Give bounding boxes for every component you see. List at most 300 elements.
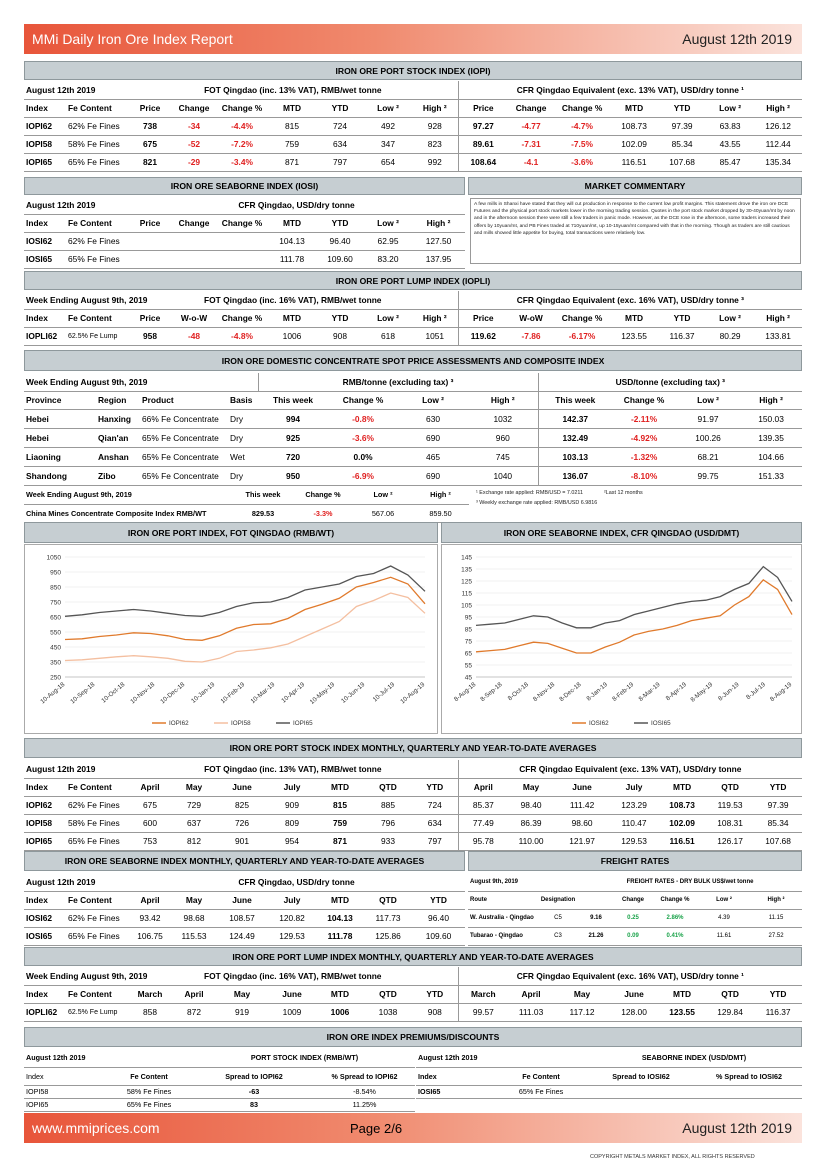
- x-tick-label: 8-Jun-19: [717, 681, 741, 703]
- table-cell: IOSI65: [24, 927, 66, 945]
- table-cell: -7.2%: [216, 135, 268, 153]
- column-header: Designation: [538, 891, 578, 909]
- table-row: [24, 1098, 415, 1111]
- table-cell: 104.66: [740, 447, 802, 466]
- table-row: [24, 1085, 415, 1098]
- table-cell: 1006: [268, 327, 316, 345]
- table-cell: 116.37: [658, 327, 706, 345]
- table-date: August 9th, 2019: [468, 873, 578, 891]
- table-date: Week Ending August 9th, 2019: [24, 291, 128, 309]
- table-cell: 992: [412, 153, 458, 171]
- table-cell: 492: [364, 117, 412, 135]
- table-cell: IOSI65: [416, 1085, 496, 1098]
- table-row: [24, 927, 465, 945]
- table-row: [24, 985, 802, 1003]
- column-header: Change %: [612, 391, 676, 409]
- table-cell: 96.40: [316, 232, 364, 250]
- table-cell: 62% Fe Fines: [66, 117, 128, 135]
- table-cell: 132.49: [538, 428, 612, 447]
- column-header: Fe Content: [66, 99, 128, 117]
- table-cell: IOSI65: [24, 250, 66, 268]
- table-cell: Hebei: [24, 428, 96, 447]
- iosi-avg-title: IRON ORE SEABORNE INDEX MONTHLY, QUARTERLY AND YEAR-TO-DATE AVERAGES: [24, 851, 465, 871]
- iopli-avg-table: [24, 967, 802, 1022]
- table-cell: 958: [128, 327, 172, 345]
- column-header: Price: [128, 99, 172, 117]
- column-header: W-o-W: [172, 309, 216, 327]
- column-header: April: [172, 985, 216, 1003]
- table-cell: 107.68: [658, 153, 706, 171]
- table-cell: -63: [194, 1085, 314, 1098]
- table-date: Week Ending August 9th, 2019: [24, 373, 228, 391]
- x-tick-label: 10-Oct-18: [100, 681, 127, 705]
- freight-title: FREIGHT RATES: [468, 851, 802, 871]
- column-header: High ²: [412, 486, 469, 504]
- column-header: MTD: [316, 891, 364, 909]
- legend-label: IOPI65: [293, 720, 313, 727]
- series-line-iopi58: [65, 593, 425, 662]
- table-date: August 12th 2019: [24, 760, 128, 778]
- column-header: Change %: [216, 99, 268, 117]
- table-cell: 98.40: [508, 796, 554, 814]
- column-header: Index: [24, 309, 66, 327]
- table-cell: 125.86: [364, 927, 412, 945]
- column-header: June: [554, 778, 610, 796]
- table-cell: 919: [216, 1003, 268, 1021]
- x-tick-label: 8-Sep-18: [479, 681, 504, 704]
- table-date: August 12th 2019: [24, 1049, 104, 1067]
- y-tick-label: 55: [464, 662, 472, 670]
- table-cell: 62% Fe Fines: [66, 909, 128, 927]
- table-cell: 102.09: [658, 814, 706, 832]
- composite-label: China Mines Concentrate Composite Index RMB/WT: [24, 504, 234, 522]
- table-cell: 823: [412, 135, 458, 153]
- table-row: [24, 99, 802, 117]
- table-cell: -3.4%: [216, 153, 268, 171]
- column-header: Price: [458, 99, 508, 117]
- column-header: Low ²: [364, 309, 412, 327]
- table-cell: 97.39: [658, 117, 706, 135]
- column-header: YTD: [658, 99, 706, 117]
- table-cell: 123.55: [610, 327, 658, 345]
- column-header: May: [172, 891, 216, 909]
- column-header: This week: [258, 391, 328, 409]
- table-cell: 675: [128, 135, 172, 153]
- column-header: Low ²: [706, 309, 754, 327]
- table-cell: 347: [364, 135, 412, 153]
- composite-table: [24, 486, 469, 523]
- column-header: QTD: [706, 985, 754, 1003]
- note-exchange: ¹ Exchange rate applied: RMB/USD = 7.0211: [476, 490, 584, 496]
- legend-label: IOSI65: [651, 720, 671, 727]
- table-cell: 99.75: [676, 466, 740, 485]
- table-cell: 99.57: [458, 1003, 508, 1021]
- table-cell: 104.13: [268, 232, 316, 250]
- column-header: Product: [140, 391, 228, 409]
- table-cell: 139.35: [740, 428, 802, 447]
- table-cell: Qian'an: [96, 428, 140, 447]
- column-header: Low ²: [698, 891, 750, 909]
- table-cell: 85.37: [458, 796, 508, 814]
- table-cell: 65% Fe Fines: [66, 153, 128, 171]
- column-header: April: [508, 985, 554, 1003]
- column-header: Index: [24, 985, 66, 1003]
- column-header: Fe Content: [104, 1067, 194, 1085]
- x-tick-label: 10-Nov-18: [129, 681, 157, 706]
- column-header: Low ²: [706, 99, 754, 117]
- table-cell: IOPI58: [24, 1085, 104, 1098]
- table-row: [416, 1085, 802, 1098]
- table-row: [24, 778, 802, 796]
- table-row: [24, 135, 802, 153]
- table-cell: 825: [216, 796, 268, 814]
- table-cell: 124.49: [216, 927, 268, 945]
- table-cell: 11.61: [698, 927, 750, 945]
- column-header: % Spread to IOSI62: [696, 1067, 802, 1085]
- x-tick-label: 8-Apr-19: [664, 681, 688, 703]
- report-title: MMi Daily Iron Ore Index Report: [32, 31, 233, 47]
- column-header: Index: [24, 99, 66, 117]
- column-header: July: [268, 891, 316, 909]
- table-cell: 815: [316, 796, 364, 814]
- table-cell: C5: [538, 909, 578, 927]
- table-cell: Tubarao - Qingdao: [468, 927, 538, 945]
- table-row: [24, 796, 802, 814]
- table-cell: 129.53: [268, 927, 316, 945]
- table-cell: -4.77: [508, 117, 554, 135]
- column-header: Change %: [216, 309, 268, 327]
- table-cell: IOPLI62: [24, 1003, 66, 1021]
- y-tick-label: 750: [50, 599, 61, 607]
- table-cell: 797: [412, 832, 458, 850]
- column-header: Index: [416, 1067, 496, 1085]
- table-cell: 759: [316, 814, 364, 832]
- column-header: MTD: [316, 778, 364, 796]
- table-cell: 1051: [412, 327, 458, 345]
- seaborne-premiums-table: [416, 1049, 802, 1099]
- table-cell: Zibo: [96, 466, 140, 485]
- table-cell: 908: [412, 1003, 458, 1021]
- table-cell: -3.3%: [292, 504, 354, 522]
- table-cell: 110.00: [508, 832, 554, 850]
- table-cell: 11.25%: [314, 1098, 415, 1111]
- column-header: MTD: [316, 985, 364, 1003]
- blank: [496, 1049, 586, 1067]
- table-cell: 4.39: [698, 909, 750, 927]
- column-header: High ²: [754, 309, 802, 327]
- port-premiums-table: [24, 1049, 415, 1112]
- table-cell: 908: [316, 327, 364, 345]
- table-cell: 745: [468, 447, 538, 466]
- table-cell: 121.97: [554, 832, 610, 850]
- rmb-title: RMB/tonne (excluding tax) ³: [258, 373, 538, 391]
- iosi-avg-table: [24, 873, 465, 946]
- table-cell: 102.09: [610, 135, 658, 153]
- y-tick-label: 1050: [46, 554, 61, 562]
- table-cell: 112.44: [754, 135, 802, 153]
- table-cell: 117.12: [554, 1003, 610, 1021]
- y-tick-label: 850: [50, 584, 61, 592]
- column-header: YTD: [316, 309, 364, 327]
- table-cell: 111.78: [316, 927, 364, 945]
- table-date: August 12th 2019: [416, 1049, 496, 1067]
- table-cell: 753: [128, 832, 172, 850]
- table-row: [24, 428, 802, 447]
- table-row: [24, 1003, 802, 1021]
- table-cell: Hebei: [24, 409, 96, 428]
- table-cell: 136.07: [538, 466, 612, 485]
- table-cell: 885: [364, 796, 412, 814]
- table-cell: 97.39: [754, 796, 802, 814]
- x-tick-label: 10-Sep-18: [69, 681, 97, 706]
- x-tick-label: 10-Aug-18: [39, 681, 67, 706]
- table-cell: IOPI65: [24, 153, 66, 171]
- table-cell: 115.53: [172, 927, 216, 945]
- table-cell: 129.53: [610, 832, 658, 850]
- table-cell: 108.73: [658, 796, 706, 814]
- x-tick-label: 8-Mar-19: [637, 681, 662, 703]
- table-cell: 58% Fe Fines: [104, 1085, 194, 1098]
- table-cell: -4.92%: [612, 428, 676, 447]
- table-cell: 104.13: [316, 909, 364, 927]
- cfr-title: CFR Qingdao Equivalent (exc. 13% VAT), USD/dry tonne ¹: [458, 81, 802, 99]
- table-cell: 108.57: [216, 909, 268, 927]
- table-row: [24, 832, 802, 850]
- table-cell: 65% Fe Fines: [104, 1098, 194, 1111]
- column-header: % Spread to IOPI62: [314, 1067, 415, 1085]
- table-row: [24, 373, 802, 391]
- table-date: Week Ending August 9th, 2019: [24, 486, 234, 504]
- column-header: May: [554, 985, 610, 1003]
- table-cell: 950: [258, 466, 328, 485]
- x-tick-label: 10-Apr-19: [280, 681, 307, 705]
- column-header: June: [216, 778, 268, 796]
- table-cell: 116.51: [610, 153, 658, 171]
- table-cell: 630: [398, 409, 468, 428]
- column-header: Change %: [554, 309, 610, 327]
- column-header: Fe Content: [496, 1067, 586, 1085]
- table-cell: 62.5% Fe Lump: [66, 327, 128, 345]
- y-tick-label: 550: [50, 629, 61, 637]
- table-cell: 994: [258, 409, 328, 428]
- table-cell: [586, 1085, 696, 1098]
- table-cell: 117.73: [364, 909, 412, 927]
- table-cell: -3.6%: [328, 428, 398, 447]
- table-cell: -6.17%: [554, 327, 610, 345]
- column-header: QTD: [706, 778, 754, 796]
- table-row: [468, 891, 802, 909]
- table-cell: 127.50: [412, 232, 465, 250]
- table-cell: 128.00: [610, 1003, 658, 1021]
- column-header: Region: [96, 391, 140, 409]
- column-header: Change: [172, 214, 216, 232]
- x-tick-label: 10-Dec-18: [159, 681, 187, 706]
- table-cell: 1009: [268, 1003, 316, 1021]
- column-header: Change: [508, 99, 554, 117]
- table-row: [24, 447, 802, 466]
- column-header: Spread to IOPI62: [194, 1067, 314, 1085]
- table-cell: 27.52: [750, 927, 802, 945]
- table-cell: -0.8%: [328, 409, 398, 428]
- y-tick-label: 65: [464, 650, 472, 658]
- table-cell: 909: [268, 796, 316, 814]
- table-cell: 729: [172, 796, 216, 814]
- fot-title: FOT Qingdao (inc. 16% VAT), RMB/wet tonne: [128, 967, 458, 985]
- table-cell: -8.10%: [612, 466, 676, 485]
- table-row: [24, 232, 465, 250]
- table-date: Week Ending August 9th, 2019: [24, 967, 128, 985]
- table-cell: 116.51: [658, 832, 706, 850]
- port-title: PORT STOCK INDEX (RMB/WT): [194, 1049, 415, 1067]
- blank: [104, 1049, 194, 1067]
- column-header: Price: [128, 214, 172, 232]
- column-header: MTD: [268, 309, 316, 327]
- table-cell: Hanxing: [96, 409, 140, 428]
- column-header: Change %: [328, 391, 398, 409]
- freight-table: [468, 873, 802, 946]
- table-cell: Wet: [228, 447, 258, 466]
- column-header: June: [268, 985, 316, 1003]
- column-header: Low ²: [364, 214, 412, 232]
- table-cell: 65% Fe Fines: [496, 1085, 586, 1098]
- table-row: [24, 814, 802, 832]
- port-index-chart: [24, 544, 438, 734]
- table-cell: W. Australia - Qingdao: [468, 909, 538, 927]
- column-header: Index: [24, 214, 66, 232]
- table-cell: 85.47: [706, 153, 754, 171]
- table-cell: 954: [268, 832, 316, 850]
- column-header: Fe Content: [66, 985, 128, 1003]
- table-cell: 0.0%: [328, 447, 398, 466]
- table-row: [24, 1049, 415, 1067]
- website-link[interactable]: www.mmiprices.com: [32, 1120, 160, 1136]
- table-row: [24, 196, 465, 214]
- cfr-title: CFR Qingdao, USD/dry tonne: [128, 196, 465, 214]
- x-tick-label: 10-May-19: [308, 681, 337, 706]
- y-tick-label: 350: [50, 659, 61, 667]
- table-cell: -1.32%: [612, 447, 676, 466]
- table-cell: 0.41%: [652, 927, 698, 945]
- table-cell: 567.06: [354, 504, 412, 522]
- table-cell: 809: [268, 814, 316, 832]
- table-cell: 89.61: [458, 135, 508, 153]
- column-header: YTD: [754, 985, 802, 1003]
- column-header: Index: [24, 778, 66, 796]
- column-header: May: [216, 985, 268, 1003]
- page-footer: [24, 1113, 802, 1143]
- table-cell: 65% Fe Concentrate: [140, 466, 228, 485]
- column-header: High ²: [412, 309, 458, 327]
- table-cell: 108.73: [610, 117, 658, 135]
- sea-title: SEABORNE INDEX (USD/DMT): [586, 1049, 802, 1067]
- table-cell: 111.03: [508, 1003, 554, 1021]
- table-cell: IOPI65: [24, 832, 66, 850]
- x-tick-label: 8-Nov-18: [531, 681, 557, 704]
- table-cell: IOPI62: [24, 117, 66, 135]
- column-header: QTD: [364, 985, 412, 1003]
- column-header: MTD: [268, 214, 316, 232]
- table-cell: 98.68: [172, 909, 216, 927]
- column-header: Low ²: [354, 486, 412, 504]
- table-cell: 724: [316, 117, 364, 135]
- column-header: Change %: [652, 891, 698, 909]
- table-cell: 85.34: [658, 135, 706, 153]
- cfr-title: CFR Qingdao Equivalent (exc. 16% VAT), USD/dry tonne ³: [458, 291, 802, 309]
- table-cell: [172, 232, 216, 250]
- column-header: Low ²: [676, 391, 740, 409]
- x-tick-label: 10-Mar-19: [249, 681, 277, 706]
- table-cell: C3: [538, 927, 578, 945]
- column-header: Basis: [228, 391, 258, 409]
- table-cell: -48: [172, 327, 216, 345]
- table-cell: IOPI65: [24, 1098, 104, 1111]
- y-tick-label: 650: [50, 614, 61, 622]
- usd-title: USD/tonne (excluding tax) ³: [538, 373, 802, 391]
- table-cell: 928: [412, 117, 458, 135]
- iopli-table: [24, 291, 802, 346]
- table-cell: 108.31: [706, 814, 754, 832]
- column-header: High ²: [754, 99, 802, 117]
- table-row: [24, 81, 802, 99]
- table-cell: -4.4%: [216, 117, 268, 135]
- table-cell: 65% Fe Fines: [66, 927, 128, 945]
- table-cell: -52: [172, 135, 216, 153]
- table-cell: IOPI58: [24, 814, 66, 832]
- table-cell: 1040: [468, 466, 538, 485]
- cfr-title: CFR Qingdao Equivalent (exc. 16% VAT), USD/dry tonne ¹: [458, 967, 802, 985]
- y-tick-label: 250: [50, 674, 61, 682]
- table-cell: 43.55: [706, 135, 754, 153]
- table-cell: 110.47: [610, 814, 658, 832]
- table-cell: 142.37: [538, 409, 612, 428]
- table-row: [468, 927, 802, 945]
- table-row: [24, 967, 802, 985]
- table-cell: 465: [398, 447, 468, 466]
- table-row: [416, 1067, 802, 1085]
- table-cell: Anshan: [96, 447, 140, 466]
- table-row: [24, 466, 802, 485]
- table-row: [24, 214, 465, 232]
- table-cell: 63.83: [706, 117, 754, 135]
- iosi-table: [24, 196, 465, 269]
- column-header: March: [458, 985, 508, 1003]
- table-cell: 9.16: [578, 909, 614, 927]
- y-tick-label: 45: [464, 674, 472, 682]
- table-cell: 135.34: [754, 153, 802, 171]
- table-cell: 858: [128, 1003, 172, 1021]
- iopi-avg-title: IRON ORE PORT STOCK INDEX MONTHLY, QUARTERLY AND YEAR-TO-DATE AVERAGES: [24, 738, 802, 758]
- table-cell: 98.60: [554, 814, 610, 832]
- domestic-title: IRON ORE DOMESTIC CONCENTRATE SPOT PRICE ASSESSMENTS AND COMPOSITE INDEX: [24, 350, 802, 371]
- column-header: Fe Content: [66, 891, 128, 909]
- table-cell: 123.29: [610, 796, 658, 814]
- table-cell: 675: [128, 796, 172, 814]
- table-cell: 107.68: [754, 832, 802, 850]
- y-tick-label: 95: [464, 614, 472, 622]
- x-tick-label: 8-Jul-19: [745, 681, 767, 702]
- table-cell: 129.84: [706, 1003, 754, 1021]
- table-cell: 634: [412, 814, 458, 832]
- x-tick-label: 8-Jan-19: [585, 681, 609, 703]
- table-cell: -7.5%: [554, 135, 610, 153]
- table-cell: IOSI62: [24, 909, 66, 927]
- table-cell: Liaoning: [24, 447, 96, 466]
- table-row: [24, 504, 469, 522]
- table-cell: 62.95: [364, 232, 412, 250]
- column-header: Province: [24, 391, 96, 409]
- table-cell: -3.6%: [554, 153, 610, 171]
- iopi-table: [24, 81, 802, 172]
